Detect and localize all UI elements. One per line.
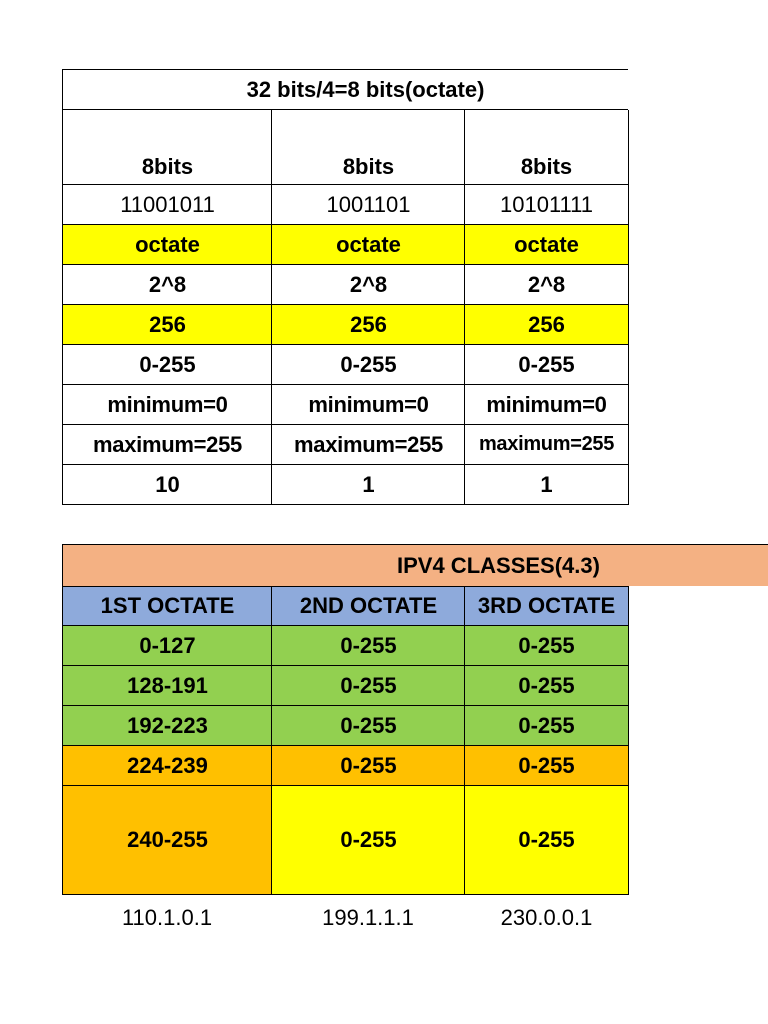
header-label: 8bits [520,154,573,179]
power-cell-3[interactable] [464,265,629,305]
cell-text: 1001101 [326,191,411,217]
class-row-5-cell-3[interactable] [464,786,629,895]
cell-text: minimum=0 [486,391,607,417]
table1-header-1[interactable] [62,110,272,185]
class-row-4-cell-1[interactable] [62,746,272,786]
cell-text: 10101111 [500,191,593,217]
cell-text: 224-239 [127,752,208,778]
cell-text: maximum=255 [294,431,443,457]
class-row-3-cell-1[interactable] [62,706,272,746]
minimum-cell-1[interactable] [62,385,272,425]
cell-text: octate [336,231,401,257]
last-cell-1[interactable] [62,465,272,505]
class-row-4-cell-3[interactable] [464,746,629,786]
table2-header-3[interactable] [464,586,629,626]
power-cell-2[interactable] [271,265,465,305]
table1-header-2[interactable] [271,110,465,185]
minimum-cell-3[interactable] [464,385,629,425]
table2-title: IPV4 CLASSES(4.3) [397,552,600,578]
cell-text: 2^8 [349,271,388,297]
maximum-cell-1[interactable] [62,425,272,465]
header-label: 8bits [141,154,194,179]
class-row-3-cell-3[interactable] [464,706,629,746]
class-row-4-cell-2[interactable] [271,746,465,786]
cell-text: 0-255 [340,712,397,738]
class-row-5-cell-1[interactable] [62,786,272,895]
cell-text: 110.1.0.1 [121,905,213,930]
cell-text: 1 [540,471,553,497]
header-label: 1ST OCTATE [100,593,235,618]
range-cell-2[interactable] [271,345,465,385]
cell-text: 0-255 [340,672,397,698]
cell-text: 256 [350,311,387,337]
cell-text: octate [135,231,200,257]
cell-text: maximum=255 [478,433,615,455]
class-row-3-cell-2[interactable] [271,706,465,746]
count-cell-1[interactable] [62,305,272,345]
cell-text: 0-255 [518,632,575,658]
cell-text: 0-255 [340,752,397,778]
cell-text: 240-255 [127,827,208,852]
minimum-cell-2[interactable] [271,385,465,425]
cell-text: 0-255 [518,351,575,377]
header-label: 8bits [342,154,395,179]
cell-text: 10 [155,471,180,497]
class-row-5-cell-2[interactable] [271,786,465,895]
class-row-1-cell-2[interactable] [271,626,465,666]
cell-text: 0-255 [340,351,397,377]
table1-title: 32 bits/4=8 bits(octate) [246,76,485,102]
table2-header-1[interactable] [62,586,272,626]
binary-cell-3[interactable] [464,185,629,225]
table1-title-cell[interactable] [62,69,628,110]
class-row-2-cell-2[interactable] [271,666,465,706]
cell-text: 2^8 [527,271,566,297]
class-row-1-cell-3[interactable] [464,626,629,666]
cell-text: minimum=0 [308,391,429,417]
last-cell-3[interactable] [464,465,629,505]
cell-text: 0-255 [340,827,397,852]
octate-cell-3[interactable] [464,225,629,265]
octate-cell-1[interactable] [62,225,272,265]
range-cell-3[interactable] [464,345,629,385]
example-ip-1[interactable] [62,898,272,938]
cell-text: 199.1.1.1 [322,905,414,930]
cell-text: 230.0.0.1 [500,905,593,930]
table2-title-cell[interactable] [62,544,768,586]
example-ip-3[interactable] [464,898,629,938]
cell-text: minimum=0 [107,391,228,417]
cell-text: 0-255 [518,752,575,778]
count-cell-3[interactable] [464,305,629,345]
class-row-2-cell-3[interactable] [464,666,629,706]
cell-text: 256 [528,311,565,337]
cell-text: 128-191 [127,672,208,698]
binary-cell-1[interactable] [62,185,272,225]
range-cell-1[interactable] [62,345,272,385]
header-label: 3RD OCTATE [477,593,616,618]
maximum-cell-2[interactable] [271,425,465,465]
last-cell-2[interactable] [271,465,465,505]
power-cell-1[interactable] [62,265,272,305]
header-label: 2ND OCTATE [299,593,438,618]
class-row-2-cell-1[interactable] [62,666,272,706]
cell-text: 11001011 [120,191,215,217]
maximum-cell-3[interactable] [464,425,629,465]
binary-cell-2[interactable] [271,185,465,225]
table2-header-2[interactable] [271,586,465,626]
cell-text: 2^8 [148,271,187,297]
cell-text: 1 [362,471,375,497]
class-row-1-cell-1[interactable] [62,626,272,666]
cell-text: 256 [149,311,186,337]
example-ip-2[interactable] [271,898,465,938]
cell-text: 0-255 [139,351,196,377]
table1-header-3[interactable] [464,110,629,185]
cell-text: octate [514,231,579,257]
cell-text: 0-255 [518,672,575,698]
cell-text: 0-255 [340,632,397,658]
cell-text: 0-255 [518,827,575,852]
cell-text: 0-255 [518,712,575,738]
cell-text: maximum=255 [93,431,242,457]
cell-text: 0-127 [139,632,196,658]
count-cell-2[interactable] [271,305,465,345]
octate-cell-2[interactable] [271,225,465,265]
cell-text: 192-223 [127,712,208,738]
